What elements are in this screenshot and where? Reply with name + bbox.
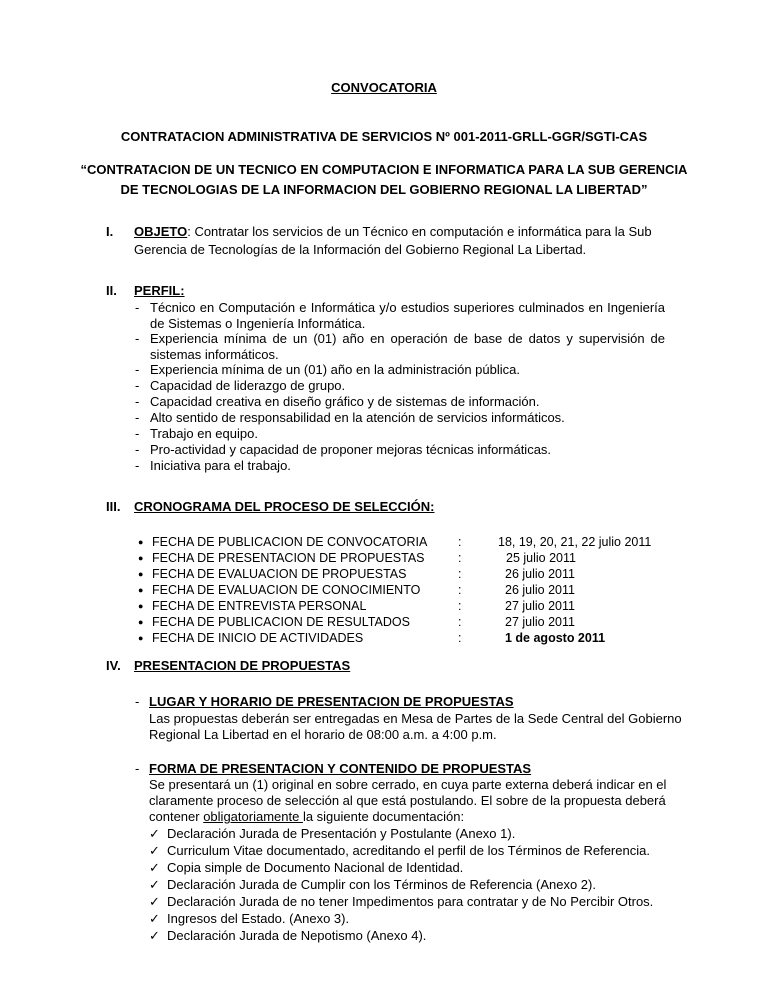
document-requirement: ✓ Copia simple de Documento Nacional de Identidad. xyxy=(149,860,464,875)
document-requirement: ✓ Ingresos del Estado. (Anexo 3). xyxy=(149,911,350,926)
profile-item: - Capacidad creativa en diseño gráfico y de sistemas de información. xyxy=(135,394,540,409)
profile-item: - Alto sentido de responsabilidad en la atención de servicios informáticos. xyxy=(135,410,565,425)
checkmark-icon: ✓ xyxy=(149,911,160,926)
section-1-numeral: I. xyxy=(106,224,114,239)
heading-line-1: “CONTRATACION DE UN TECNICO EN COMPUTACION E INFORMATICA PARA LA SUB GERENCIA xyxy=(80,162,688,177)
sub-1-line-1: Las propuestas deberán ser entregadas en Mesa de Partes de la Sede Central del Gobierno xyxy=(149,711,682,726)
profile-item: - Experiencia mínima de un (01) año en operación de base de datos y supervisión de sistemas informáticos. xyxy=(135,331,665,362)
checkmark-icon: ✓ xyxy=(149,860,160,875)
sub-2-dash: - xyxy=(135,761,140,776)
sub-1-title: LUGAR Y HORARIO DE PRESENTACION DE PROPUESTAS xyxy=(149,694,514,709)
section-2-numeral: II. xyxy=(106,283,117,298)
sub-1-line-2: Regional La Libertad en el horario de 08:00 a.m. a 4:00 p.m. xyxy=(149,727,497,742)
checkmark-icon: ✓ xyxy=(149,877,160,892)
profile-item: - Capacidad de liderazgo de grupo. xyxy=(135,378,346,393)
sub-2-title: FORMA DE PRESENTACION Y CONTENIDO DE PROPUESTAS xyxy=(149,761,532,776)
checkmark-icon: ✓ xyxy=(149,826,160,841)
obligatoriamente-emphasis: obligatoriamente xyxy=(203,809,303,824)
section-1-objeto xyxy=(134,224,664,240)
document-requirement: ✓ Declaración Jurada de Cumplir con los Términos de Referencia (Anexo 2). xyxy=(149,877,596,892)
checkmark-icon: ✓ xyxy=(149,894,160,909)
heading-line-2: DE TECNOLOGIAS DE LA INFORMACION DEL GOBIERNO REGIONAL LA LIBERTAD” xyxy=(120,182,648,197)
document-subtitle: CONTRATACION ADMINISTRATIVA DE SERVICIOS Nº 001-2011-GRLL-GGR/SGTI-CAS xyxy=(120,129,648,144)
document-page: CONVOCATORIA CONTRATACION ADMINISTRATIVA DE SERVICIOS Nº 001-2011-GRLL-GGR/SGTI-CAS “CONTRATACION DE UN TECNICO EN COMPUTACION E INFORMATICA PARA LA SUB GERENCIA DE TECNOLOGIAS DE LA INFORMACION DEL GOBIERNO REGIONAL LA LIBERTAD” I. OBJETO: Contratar los servicios de un Técnico en computación e informática para la Sub Gerencia de Tecnologías de la Información del Gobierno Regional La Libertad. II. PERFIL: - Técnico en Computación e Informática y/o estudios superiores culminados en Ingeniería de Sistemas o Ingeniería Informática. - Experiencia mínima de un (01) año en operación de base de datos y supervisión de sistemas informáticos. - Experiencia mínima de un (01) año en la administración pública. - Capacidad de liderazgo de grupo. - Capacidad creativa en diseño gráfico y de sistemas de información. - Alto sentido de responsabilidad en la atención de servicios informáticos. - Trabajo en equipo. - Pro-actividad y capacidad de proponer mejoras técnicas informáticas. - Iniciativa para el trabajo. III. CRONOGRAMA DEL PROCESO DE SELECCIÓN: ● FECHA DE PUBLICACION DE CONVOCATORIA : 18, 19, 20, 21, 22 julio 2011 ● FECHA DE PRESENTACION DE PROPUESTAS : 25 julio 2011 ● FECHA DE EVALUACION DE PROPUESTAS : 26 julio 2011 ● FECHA DE EVALUACION DE CONOCIMIENTO : 26 julio 2011 ● FECHA DE ENTREVISTA PERSONAL : 27 julio 2011 ● FECHA DE PUBLICACION DE RESULTADOS : 27 julio 2011 ● FECHA DE INICIO DE ACTIVIDADES : 1 de agosto 2011 IV. PRESENTACION DE PROPUESTAS - LUGAR Y HORARIO DE PRESENTACION DE PROPUESTAS Las propuestas deberán ser entregadas en Mesa de Partes de la Sede Central del Gobierno Regional La Libertad en el horario de 08:00 a.m. a 4:00 p.m. - FORMA DE PRESENTACION Y CONTENIDO DE PROPUESTAS Se presentará un (1) original en sobre cerrado, en cuya parte externa deberá indicar en el claramente proceso de selección al que está postulando. El sobre de la propuesta deberá contener obligatoriamente la siguiente documentación: ✓ Declaración Jurada de Presentación y Postulante (Anexo 1). ✓ Curriculum Vitae documentado, acreditando el perfil de los Términos de Referencia. ✓ Copia simple de Documento Nacional de Identidad. ✓ Declaración Jurada de Cumplir con los Términos de Referencia (Anexo 2). ✓ Declaración Jurada de no tener Impedimentos para contratar y de No Percibir Otros. ✓ Ingresos del Estado. (Anexo 3). ✓ Declaración Jurada de Nepotismo (Anexo 4). xyxy=(0,0,768,994)
document-requirement: ✓ Declaración Jurada de Presentación y Postulante (Anexo 1). xyxy=(149,826,516,841)
section-1-text-line-2: Gerencia de Tecnologías de la Información del Gobierno Regional La Libertad. xyxy=(134,242,587,257)
profile-item: - Iniciativa para el trabajo. xyxy=(135,458,291,473)
profile-item: - Trabajo en equipo. xyxy=(135,426,258,441)
checkmark-icon: ✓ xyxy=(149,928,160,943)
sub-2-line-1: Se presentará un (1) original en sobre cerrado, en cuya parte externa deberá indicar en el xyxy=(149,777,667,792)
section-1-label: OBJETO xyxy=(134,224,188,239)
section-3-label: CRONOGRAMA DEL PROCESO DE SELECCIÓN: xyxy=(134,499,435,514)
section-3-numeral: III. xyxy=(106,499,121,514)
section-1-text-line-1: : Contratar los servicios de un Técnico en computación e informática para la Sub xyxy=(187,224,652,239)
document-requirement: ✓ Curriculum Vitae documentado, acreditando el perfil de los Términos de Referencia. xyxy=(149,843,650,858)
document-requirement: ✓ Declaración Jurada de Nepotismo (Anexo 4). xyxy=(149,928,427,943)
sub-2-line-3: contener obligatoriamente la siguiente documentación: xyxy=(149,809,465,824)
sub-1-dash: - xyxy=(135,694,140,709)
sub-2-line-2: claramente proceso de selección al que está postulando. El sobre de la propuesta deberá xyxy=(149,793,666,808)
document-requirement: ✓ Declaración Jurada de no tener Impedimentos para contratar y de No Percibir Otros. xyxy=(149,894,654,909)
checkmark-icon: ✓ xyxy=(149,843,160,858)
profile-item: - Pro-actividad y capacidad de proponer mejoras técnicas informáticas. xyxy=(135,442,552,457)
document-title: CONVOCATORIA xyxy=(331,80,437,95)
section-4-numeral: IV. xyxy=(106,658,121,673)
profile-item: - Técnico en Computación e Informática y/o estudios superiores culminados en Ingeniería de Sistemas o Ingeniería Informática. xyxy=(135,300,665,331)
section-2-label: PERFIL: xyxy=(134,283,185,298)
profile-item: - Experiencia mínima de un (01) año en la administración pública. xyxy=(135,362,520,377)
section-4-label: PRESENTACION DE PROPUESTAS xyxy=(134,658,351,673)
